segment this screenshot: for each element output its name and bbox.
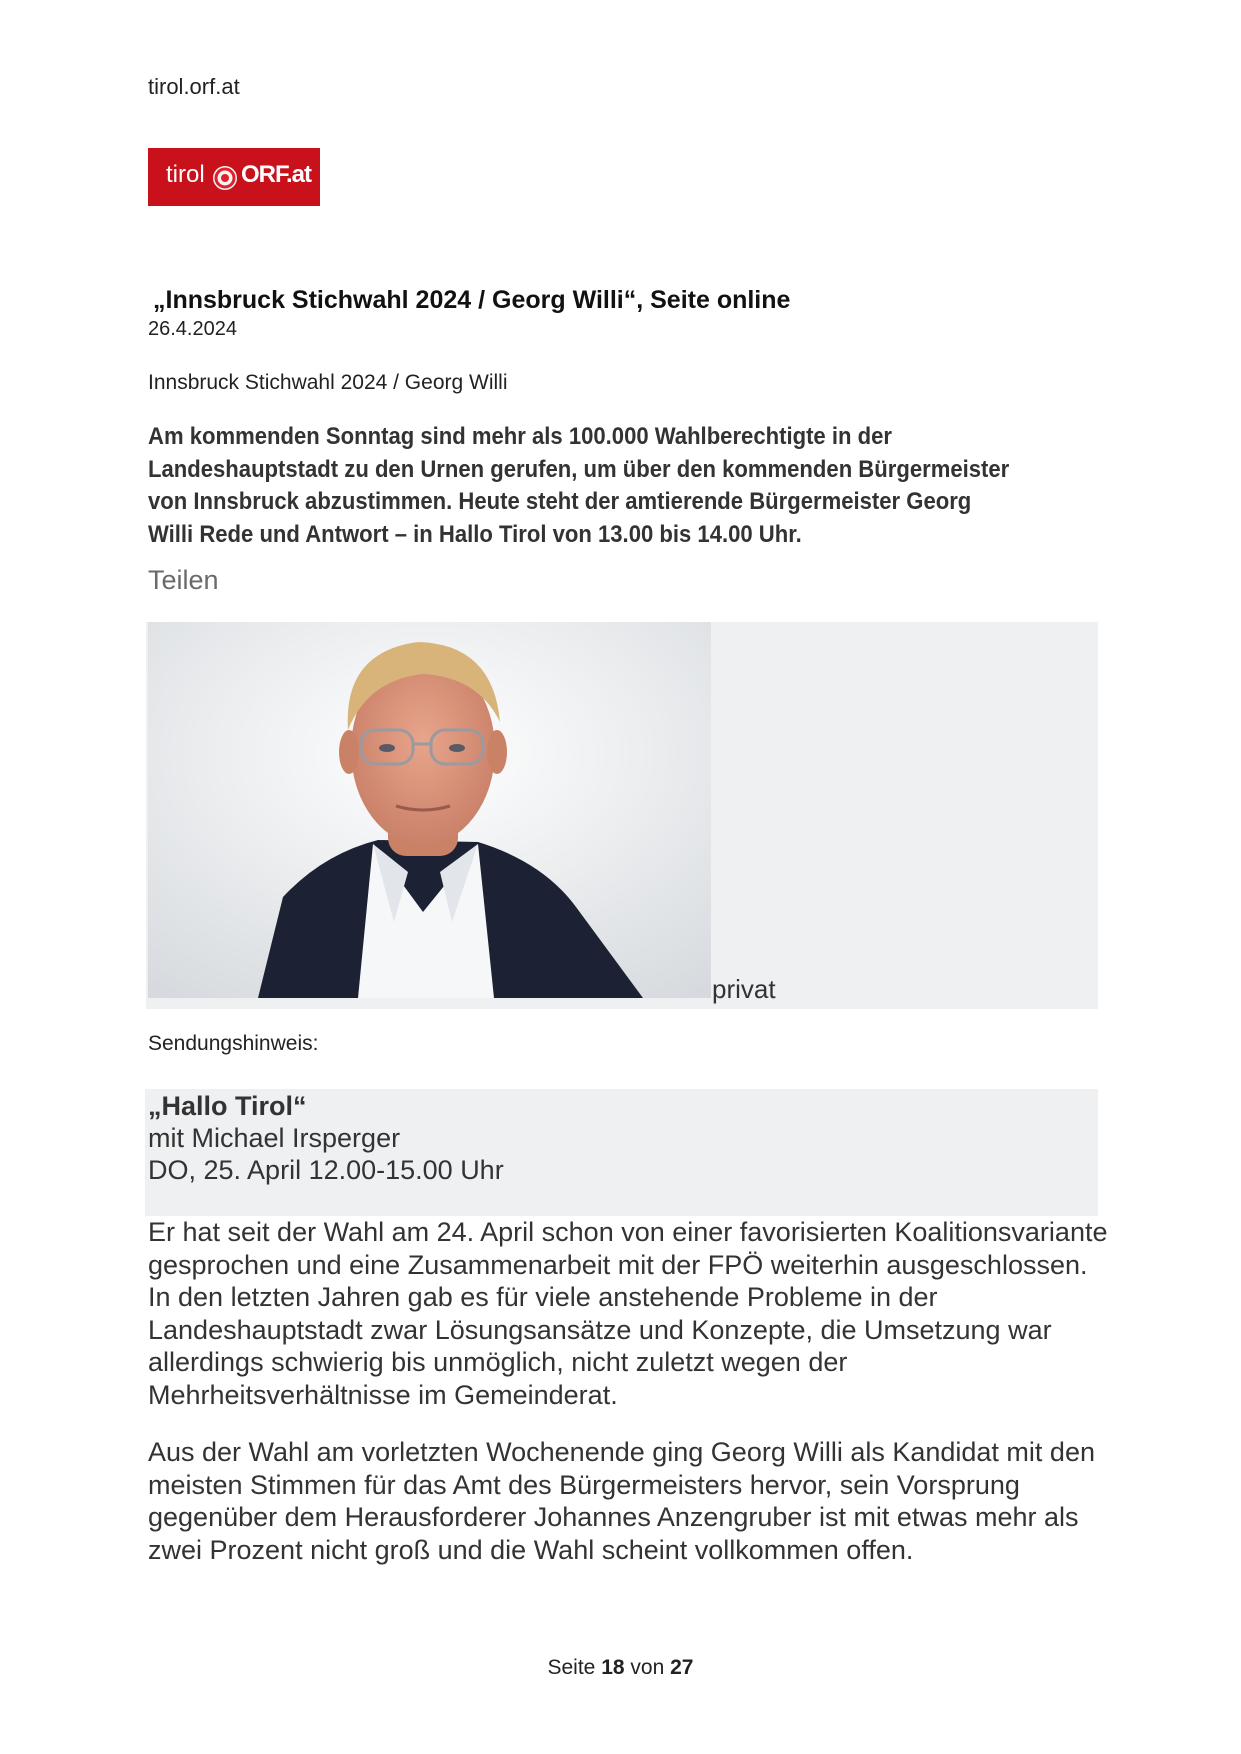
orf-eye-icon	[211, 164, 239, 192]
article-subtitle: Innsbruck Stichwahl 2024 / Georg Willi	[148, 371, 508, 394]
logo-tirol-text: tirol	[166, 161, 205, 188]
footer-total-pages: 27	[670, 1656, 694, 1679]
body-paragraph: Aus der Wahl am vorletzten Wochenende ging Georg Willi als Kandidat mit den meisten Stimmen für das Amt des Bürgermeisters hervor, sein Vorsprung gegenüber dem Herausforderer Johannes Anzengruber ist mit etwas mehr als zwei Prozent nicht groß und die Wahl scheint vollkommen offen.	[148, 1437, 1095, 1565]
body-paragraph: Er hat seit der Wahl am 24. April schon von einer favorisierten Koalitionsvariante gesprochen und eine Zusammenarbeit mit der FPÖ weiterhin ausgeschlossen. In den letzten Jahren gab es für viele anstehende Probleme in der Landeshauptstadt zwar Lösungsansätze und Konzepte, die Umsetzung war allerdings schwierig bis unmöglich, nicht zuletzt wegen der Mehrheitsverhältnisse im Gemeinderat.	[148, 1217, 1108, 1410]
article-lead: Am kommenden Sonntag sind mehr als 100.000 Wahlberechtigte in der Landeshauptstadt zu den Urnen gerufen, um über den kommenden Bürgermeister von Innsbruck abzustimmen. Heute steht der amtierende Bürgermeister Georg Willi Rede und Antwort – in Hallo Tirol von 13.00 bis 14.00 Uhr.	[148, 423, 1010, 548]
article-date: 26.4.2024	[148, 318, 237, 340]
show-title: „Hallo Tirol“	[148, 1091, 307, 1121]
portrait-photo	[148, 622, 711, 998]
photo-block	[146, 622, 1098, 1009]
footer-prefix: Seite	[547, 1656, 596, 1679]
footer-current-page: 18	[601, 1656, 625, 1679]
photo-credit: privat	[712, 974, 776, 1004]
site-url: tirol.orf.at	[148, 74, 240, 99]
footer-middle: von	[630, 1656, 665, 1679]
page-number-footer	[0, 1656, 1241, 1680]
show-host: mit Michael Irsperger	[148, 1123, 401, 1153]
orf-tirol-logo[interactable]	[148, 148, 320, 206]
share-link[interactable]: Teilen	[148, 565, 219, 595]
show-note-label: Sendungshinweis:	[148, 1032, 319, 1055]
show-time: DO, 25. April 12.00-15.00 Uhr	[148, 1155, 504, 1185]
show-info-box	[145, 1089, 1098, 1216]
logo-orf-text: ORF.at	[241, 161, 312, 188]
article-headline: „Innsbruck Stichwahl 2024 / Georg Willi“, Seite online	[153, 286, 791, 314]
